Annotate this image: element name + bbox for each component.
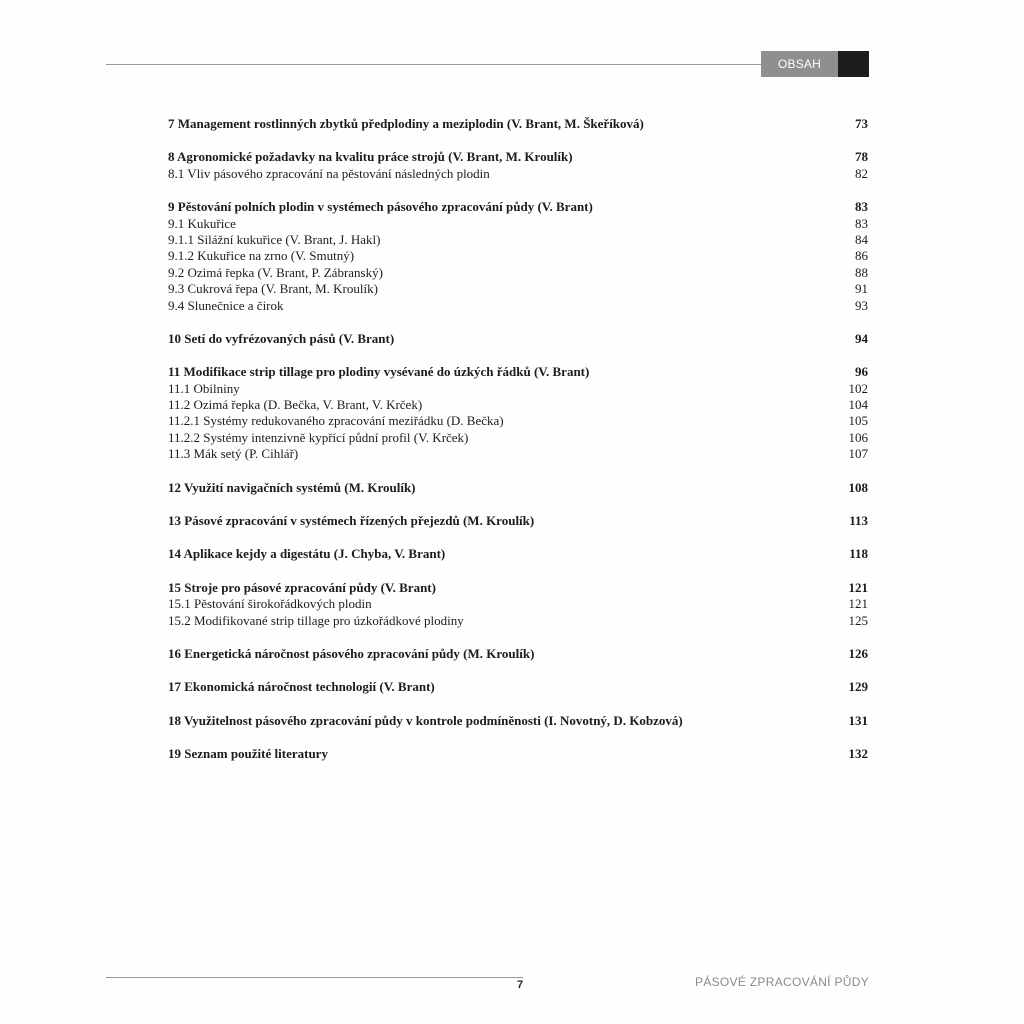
toc-group (168, 646, 868, 662)
toc-entry-page: 125 (848, 612, 868, 628)
toc-entry-page: 94 (855, 330, 868, 346)
toc-group (168, 149, 868, 182)
toc-group (168, 116, 868, 132)
toc-group (168, 480, 868, 496)
toc-entry-page: 129 (848, 679, 868, 695)
toc-group (168, 331, 868, 347)
toc-entry-title: 18 Využitelnost pásového zpracování půdy v kontrole podmíněnosti (I. Novotný, D. Kobzová) (168, 712, 683, 728)
toc-subsection-entry (168, 248, 868, 264)
running-title: PÁSOVÉ ZPRACOVÁNÍ PŮDY (695, 975, 869, 989)
toc-entry-title: 8 Agronomické požadavky na kvalitu práce strojů (V. Brant, M. Kroulík) (168, 149, 573, 165)
toc-chapter-entry (168, 480, 868, 496)
toc-entry-page: 88 (855, 264, 868, 280)
toc-subsection-entry (168, 596, 868, 612)
toc-subsection-entry (168, 232, 868, 248)
toc-chapter-entry (168, 546, 868, 562)
toc-entry-page: 121 (848, 579, 868, 595)
toc-group (168, 513, 868, 529)
toc-entry-page: 83 (855, 199, 868, 215)
toc-entry-title: 10 Setí do vyfrézovaných pásů (V. Brant) (168, 330, 395, 346)
toc-entry-page: 108 (848, 479, 868, 495)
toc-chapter-entry (168, 580, 868, 596)
toc-entry-page: 102 (848, 380, 868, 396)
toc-subsection-entry (168, 381, 868, 397)
toc-subsection-entry (168, 166, 868, 182)
toc-entry-page: 132 (848, 746, 868, 762)
toc-subsection-entry (168, 397, 868, 413)
toc-entry-page: 105 (848, 413, 868, 429)
toc-entry-page: 93 (855, 297, 868, 313)
toc-entry-title: 14 Aplikace kejdy a digestátu (J. Chyba, V. Brant) (168, 546, 446, 562)
toc-entry-title: 9.4 Slunečnice a čirok (168, 297, 284, 313)
toc-group (168, 580, 868, 629)
section-tab: OBSAH (761, 51, 838, 77)
section-tab-block (838, 51, 869, 77)
toc-subsection-entry (168, 281, 868, 297)
toc-entry-title: 17 Ekonomická náročnost technologií (V. Brant) (168, 679, 435, 695)
toc-entry-title: 13 Pásové zpracování v systémech řízených přejezdů (M. Kroulík) (168, 513, 535, 529)
toc-subsection-entry (168, 298, 868, 314)
toc-entry-page: 113 (849, 513, 868, 529)
table-of-contents (168, 116, 868, 780)
toc-chapter-entry (168, 331, 868, 347)
toc-entry-page: 118 (849, 546, 868, 562)
toc-entry-title: 11.2.2 Systémy intenzivně kypřící půdní profil (V. Krček) (168, 429, 469, 445)
toc-subsection-entry (168, 216, 868, 232)
footer-rule (106, 977, 523, 978)
toc-chapter-entry (168, 364, 868, 380)
toc-group (168, 199, 868, 314)
toc-chapter-entry (168, 713, 868, 729)
toc-entry-title: 11 Modifikace strip tillage pro plodiny vysévané do úzkých řádků (V. Brant) (168, 364, 590, 380)
toc-chapter-entry (168, 149, 868, 165)
toc-entry-page: 131 (848, 712, 868, 728)
toc-group (168, 546, 868, 562)
toc-chapter-entry (168, 199, 868, 215)
toc-entry-page: 107 (848, 446, 868, 462)
toc-entry-page: 82 (855, 165, 868, 181)
toc-entry-page: 91 (855, 281, 868, 297)
toc-group (168, 713, 868, 729)
toc-entry-title: 11.2.1 Systémy redukovaného zpracování meziřádku (D. Bečka) (168, 413, 504, 429)
toc-entry-page: 106 (848, 429, 868, 445)
toc-group (168, 746, 868, 762)
toc-chapter-entry (168, 646, 868, 662)
toc-chapter-entry (168, 746, 868, 762)
toc-entry-page: 126 (848, 645, 868, 661)
toc-entry-page: 96 (855, 364, 868, 380)
toc-entry-title: 15.1 Pěstování širokořádkových plodin (168, 596, 372, 612)
toc-entry-page: 86 (855, 248, 868, 264)
toc-group (168, 364, 868, 462)
toc-entry-page: 73 (855, 116, 868, 131)
toc-entry-title: 9.1 Kukuřice (168, 215, 236, 231)
toc-entry-title: 16 Energetická náročnost pásového zpracování půdy (M. Kroulík) (168, 645, 535, 661)
toc-entry-title: 9.3 Cukrová řepa (V. Brant, M. Kroulík) (168, 281, 378, 297)
toc-entry-title: 9.2 Ozimá řepka (V. Brant, P. Zábranský) (168, 264, 383, 280)
toc-entry-title: 19 Seznam použité literatury (168, 746, 328, 762)
toc-chapter-entry (168, 116, 868, 132)
toc-entry-page: 78 (855, 149, 868, 165)
toc-subsection-entry (168, 446, 868, 462)
toc-entry-page: 104 (848, 397, 868, 413)
toc-group (168, 679, 868, 695)
toc-chapter-entry (168, 513, 868, 529)
toc-entry-title: 7 Management rostlinných zbytků předplodiny a meziplodin (V. Brant, M. Škeříková) (168, 116, 644, 131)
toc-entry-title: 8.1 Vliv pásového zpracování na pěstování následných plodin (168, 165, 490, 181)
page-number: 7 (516, 979, 524, 991)
toc-entry-title: 11.1 Obilniny (168, 380, 240, 396)
toc-subsection-entry (168, 430, 868, 446)
toc-entry-page: 84 (855, 231, 868, 247)
toc-entry-title: 11.3 Mák setý (P. Cihlář) (168, 446, 299, 462)
header-rule (106, 64, 761, 65)
toc-subsection-entry (168, 413, 868, 429)
toc-entry-title: 9 Pěstování polních plodin v systémech pásového zpracování půdy (V. Brant) (168, 199, 593, 215)
toc-subsection-entry (168, 613, 868, 629)
toc-entry-page: 121 (848, 596, 868, 612)
toc-subsection-entry (168, 265, 868, 281)
toc-entry-title: 12 Využití navigačních systémů (M. Kroulík) (168, 479, 416, 495)
toc-entry-title: 9.1.2 Kukuřice na zrno (V. Smutný) (168, 248, 355, 264)
toc-chapter-entry (168, 679, 868, 695)
toc-entry-title: 15.2 Modifikované strip tillage pro úzkořádkové plodiny (168, 612, 464, 628)
toc-entry-title: 9.1.1 Silážní kukuřice (V. Brant, J. Hakl) (168, 231, 381, 247)
toc-entry-title: 11.2 Ozimá řepka (D. Bečka, V. Brant, V. Krček) (168, 397, 423, 413)
toc-entry-title: 15 Stroje pro pásové zpracování půdy (V. Brant) (168, 579, 436, 595)
toc-entry-page: 83 (855, 215, 868, 231)
